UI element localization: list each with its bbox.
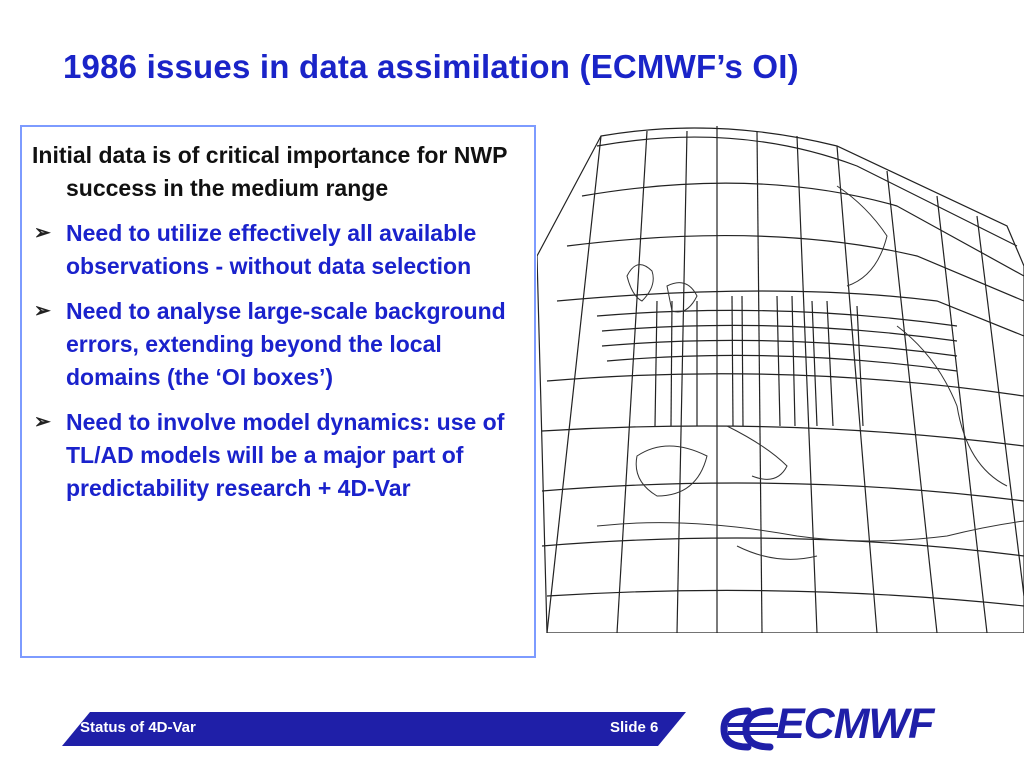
oi-boxes-map: [537, 126, 1024, 633]
bullet-item: [32, 406, 526, 505]
map-outer-boundary: [537, 128, 1024, 633]
arrow-bullet-icon: ➢: [34, 222, 51, 244]
bullet-text: Need to utilize effectively all available observations - without data selection: [66, 220, 477, 279]
footer-presentation-title: Status of 4D-Var: [80, 719, 196, 736]
intro-text: Initial data is of critical importance for NWP success in the medium range: [32, 142, 508, 201]
arrow-bullet-icon: ➢: [34, 411, 51, 433]
bullet-text: Need to analyse large-scale background errors, extending beyond the local domains (the ‘OI boxes’): [66, 298, 506, 390]
coastline: [597, 521, 1024, 541]
coastline: [737, 546, 817, 559]
coastline: [636, 446, 707, 496]
footer-slide-number: Slide 6: [610, 719, 659, 736]
bullet-item: [32, 217, 526, 283]
text-box: [20, 125, 536, 658]
arrow-bullet-icon: ➢: [34, 300, 51, 322]
slide-title: 1986 issues in data assimilation (ECMWF’s OI): [63, 48, 799, 85]
bullet-item: [32, 295, 526, 394]
coastline: [727, 426, 787, 479]
coastline: [667, 283, 697, 312]
logo-wordmark: ECMWF: [776, 700, 934, 748]
bullet-text: Need to involve model dynamics: use of TL/AD models will be a major part of predictability research + 4D-Var: [66, 409, 505, 501]
